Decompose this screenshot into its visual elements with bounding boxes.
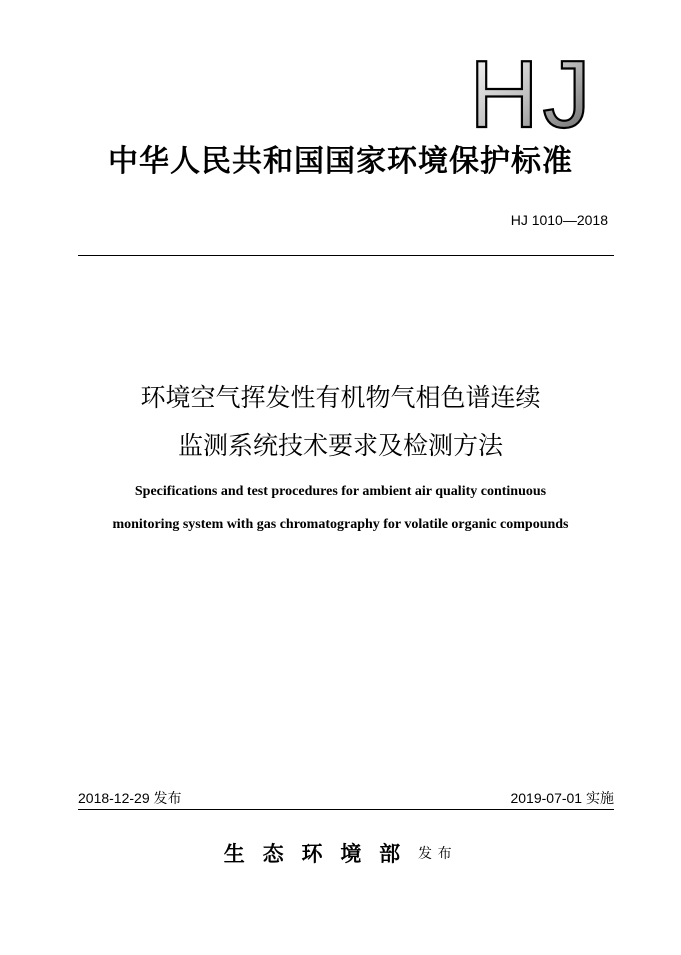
title-cn-line2: 监测系统技术要求及检测方法 (177, 431, 503, 460)
title-en-line2: monitoring system with gas chromatography for volatile organic compounds (112, 517, 569, 532)
bottom-divider (78, 809, 614, 810)
top-divider (78, 255, 614, 256)
publisher-name: 生态环境部 (223, 841, 419, 866)
issue-date: 2018-12-29 发布 (78, 790, 182, 806)
implementation-date: 2019-07-01 实施 (510, 790, 614, 806)
logo-text: HJ (469, 55, 595, 130)
standard-number: HJ 1010—2018 (510, 212, 608, 228)
national-standard-title: 中华人民共和国国家环境保护标准 (108, 144, 573, 179)
publisher-line (0, 840, 681, 868)
hj-logo (462, 55, 602, 130)
title-en-line1: Specifications and test procedures for ambient air quality continuous (134, 484, 547, 499)
title-cn-line1: 环境空气挥发性有机物气相色谱连续 (140, 383, 541, 412)
publisher-action: 发布 (418, 846, 458, 862)
